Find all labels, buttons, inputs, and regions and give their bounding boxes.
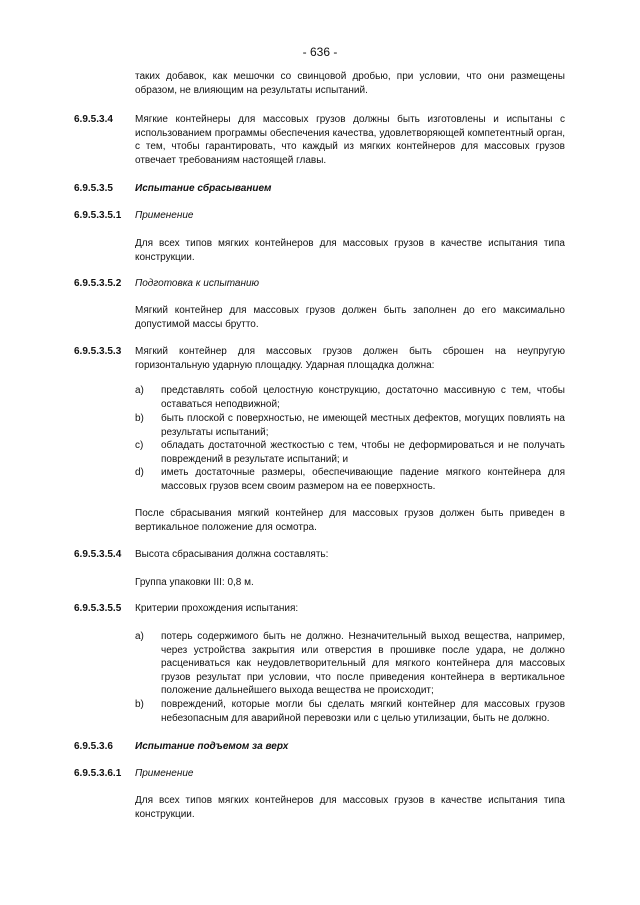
- section-text: Для всех типов мягких контейнеров для массовых грузов в качестве испытания типа конструкции.: [135, 795, 565, 820]
- requirements-list: [135, 384, 565, 494]
- list-item: [135, 439, 565, 466]
- section-number: 6.9.5.3.6.1: [74, 768, 122, 779]
- section-after-text: После сбрасывания мягкий контейнер для массовых грузов должен быть приведен в вертикальное положение для осмотра.: [135, 508, 565, 533]
- list-marker: b): [135, 413, 144, 424]
- list-text: иметь достаточные размеры, обеспечивающие падение мягкого контейнера для массовых грузов всем своим размером на ее поверхность.: [161, 467, 565, 492]
- section-number: 6.9.5.3.5.5: [74, 603, 122, 614]
- list-marker: d): [135, 467, 144, 478]
- section-title: Подготовка к испытанию: [135, 278, 260, 289]
- section-number: 6.9.5.3.6: [74, 741, 113, 752]
- section-number: 6.9.5.3.5.2: [74, 278, 122, 289]
- list-marker: a): [135, 385, 144, 396]
- section-number: 6.9.5.3.4: [74, 114, 113, 125]
- list-item: [135, 384, 565, 412]
- list-text: повреждений, которые могли бы сделать мягкий контейнер для массовых грузов небезопасным для аварийной перевозки или с целью утилизации, быть не должно.: [161, 699, 565, 724]
- list-item: [135, 630, 565, 698]
- section-title: Испытание подъемом за верх: [135, 741, 289, 752]
- list-text: быть плоской с поверхностью, не имеющей местных дефектов, могущих повлиять на результаты испытаний;: [161, 413, 565, 438]
- section-number: 6.9.5.3.5.1: [74, 210, 122, 221]
- section-text: Мягкий контейнер для массовых грузов должен быть заполнен до его максимально допустимой массы брутто.: [135, 305, 565, 330]
- list-text: обладать достаточной жесткостью с тем, чтобы не деформироваться и не получать повреждений в результате испытаний; и: [161, 440, 565, 465]
- criteria-list: [135, 630, 565, 726]
- list-marker: a): [135, 631, 144, 642]
- section-title: Испытание сбрасыванием: [135, 183, 272, 194]
- drop-height-value: Группа упаковки III: 0,8 м.: [135, 577, 254, 588]
- section-text: Мягкие контейнеры для массовых грузов должны быть изготовлены и испытаны с использованием программы обеспечения качества, удовлетворяющей компетентный орган, с тем, чтобы гарантировать, что каждый из мягких контейнеров для массовых грузов отвечает требованиям настоящей главы.: [135, 114, 565, 166]
- section-title: Применение: [135, 210, 194, 221]
- list-item: [135, 698, 565, 726]
- list-item: [135, 412, 565, 439]
- section-text: Для всех типов мягких контейнеров для массовых грузов в качестве испытания типа конструкции.: [135, 238, 565, 263]
- page-number: - 636 -: [302, 45, 338, 59]
- list-marker: c): [135, 440, 144, 451]
- section-text: Критерии прохождения испытания:: [135, 603, 299, 614]
- section-title: Применение: [135, 768, 194, 779]
- list-item: [135, 466, 565, 494]
- list-text: потерь содержимого быть не должно. Незначительный выход вещества, например, через устройства закрытия или отверстия в прошивке после удара, не должно расцениваться как неудовлетворительный для мягкого контейнера для массовых грузов результат при условии, что после приведения контейнера в вертикальное положение дальнейшего выхода вещества не происходит;: [161, 631, 565, 697]
- section-number: 6.9.5.3.5.4: [74, 549, 122, 560]
- list-marker: b): [135, 699, 144, 710]
- section-text: Высота сбрасывания должна составлять:: [135, 549, 329, 560]
- section-number: 6.9.5.3.5.3: [74, 346, 122, 357]
- section-number: 6.9.5.3.5: [74, 183, 113, 194]
- section-text: Мягкий контейнер для массовых грузов должен быть сброшен на неупругую горизонтальную ударную площадку. Ударная площадка должна:: [135, 346, 565, 371]
- list-text: представлять собой целостную конструкцию, достаточно массивную с тем, чтобы оставаться неподвижной;: [161, 385, 565, 410]
